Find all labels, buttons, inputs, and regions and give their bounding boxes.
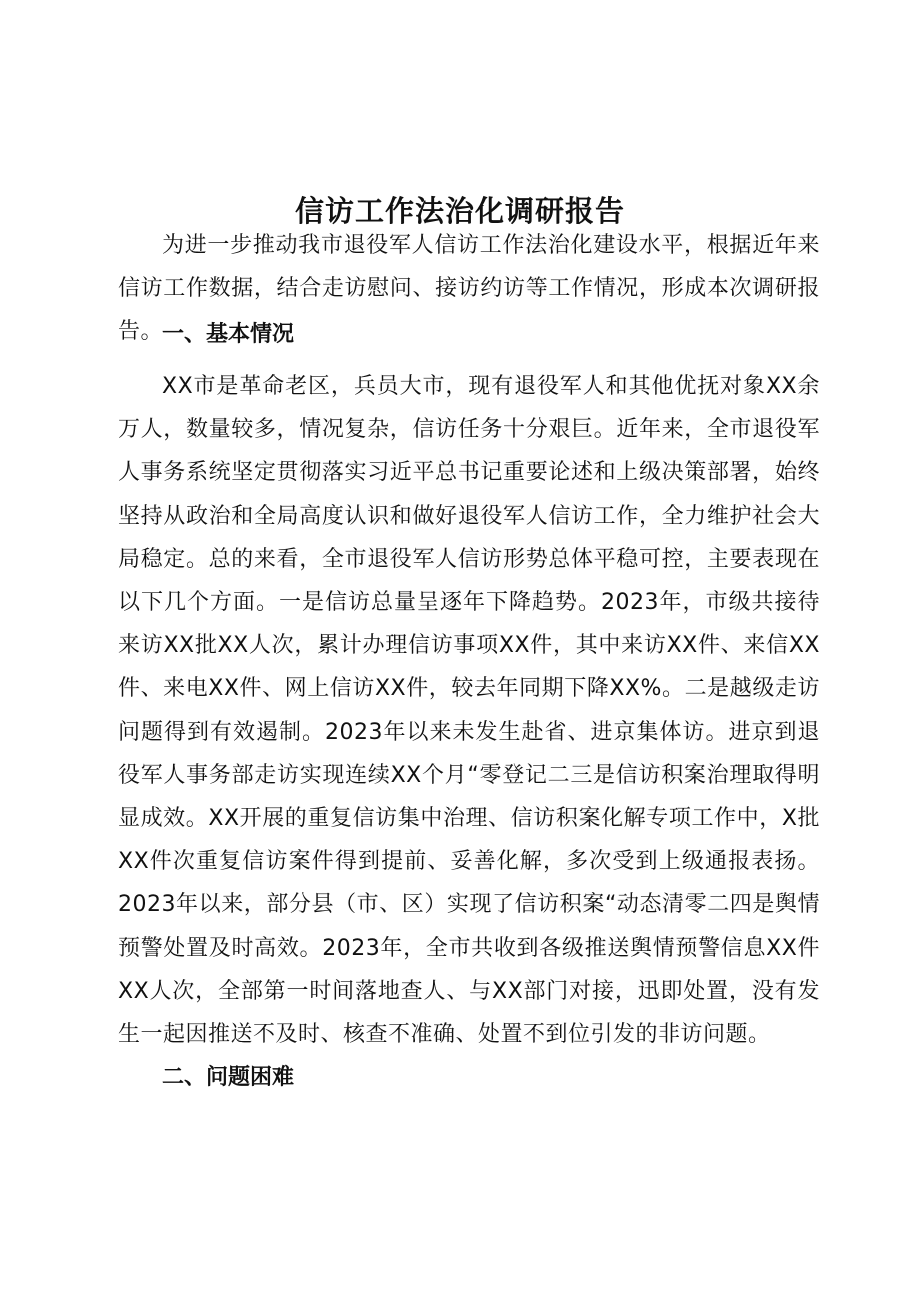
section-heading-basic-situation: 一、基本情况 — [162, 322, 295, 347]
intro-paragraph: 为进一步推动我市退役军人信访工作法治化建设水平，根据近年来信访工作数据，结合走访慰问、接访约访等工作情况，形成本次调研报告。 — [118, 233, 820, 345]
basic-situation-paragraph: XX市是革命老区，兵员大市，现有退役军人和其他优抚对象XX余万人，数量较多，情况复杂，信访任务十分艰巨。近年来，全市退役军人事务系统坚定贯彻落实习近平总书记重要论述和上级决策部署，始终坚持从政治和全局高度认识和做好退役军人信访工作，全力维护社会大局稳定。总的来看，全市退役军人信访形势总体平稳可控，主要表现在以下几个方面。一是信访总量呈逐年下降趋势。2023年，市级共接待来访XX批XX人次，累计办理信访事项XX件，其中来访XX件、来信XX件、来电XX件、网上信访XX件，较去年同期下降XX%。二是越级走访问题得到有效遏制。2023年以来未发生赴省、进京集体访。进京到退役军人事务部走访实现连续XX个月“零登记二三是信访积案治理取得明显成效。XX开展的重复信访集中治理、信访积案化解专项工作中，X批XX件次重复信访案件得到提前、妥善化解，多次受到上级通报表扬。2023年以来，部分县（市、区）实现了信访积案“动态清零二四是舆情预警处置及时高效。2023年，全市共收到各级推送舆情预警信息XX件XX人次，全部第一时间落地查人、与XX部门对接，迅即处置，没有发生一起因推送不及时、核查不准确、处置不到位引发的非访问题。 — [118, 374, 820, 1048]
section-heading-problems: 二、问题困难 — [162, 1065, 295, 1090]
document-title: 信访工作法治化调研报告 — [294, 194, 625, 229]
